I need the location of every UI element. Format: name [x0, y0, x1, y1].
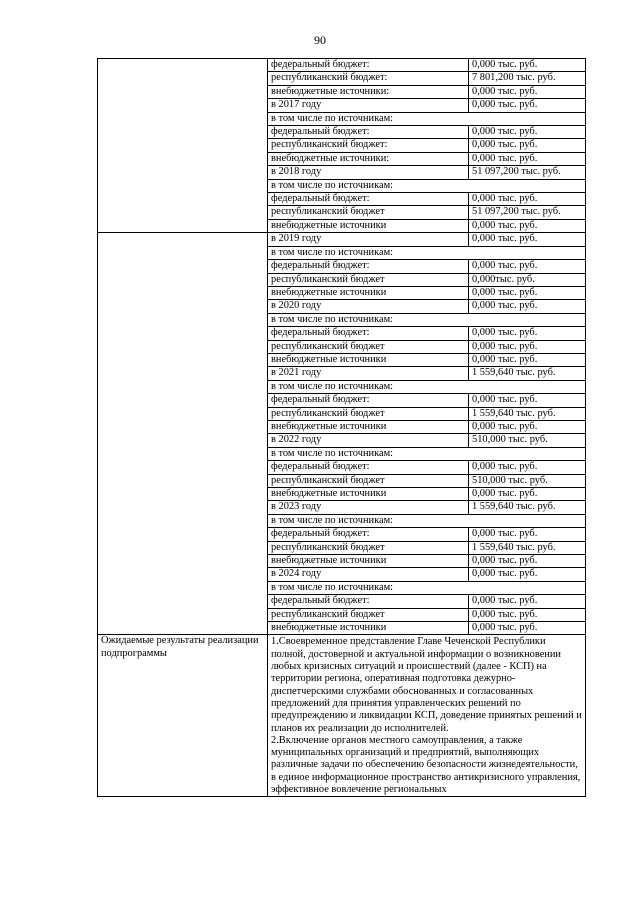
- funding-amount: 0,000 тыс. руб.: [469, 260, 586, 273]
- source-heading-cell: в том числе по источникам:: [268, 447, 586, 460]
- funding-amount: 0,000 тыс. руб.: [469, 488, 586, 501]
- source-heading-cell: в том числе по источникам:: [268, 514, 586, 527]
- funding-amount: 0,000 тыс. руб.: [469, 568, 586, 581]
- funding-source-label: в 2023 году: [268, 501, 469, 514]
- results-label: Ожидаемые результаты реализации подпрограммы: [98, 635, 268, 797]
- financing-table-body: [98, 59, 586, 797]
- funding-source-label: республиканский бюджет: [268, 206, 469, 219]
- funding-amount: 1 559,640 тыс. руб.: [469, 501, 586, 514]
- funding-amount: 0,000 тыс. руб.: [469, 528, 586, 541]
- funding-source-label: внебюджетные источники: [268, 555, 469, 568]
- funding-amount: 0,000 тыс. руб.: [469, 595, 586, 608]
- financing-table: [97, 58, 586, 797]
- funding-amount: 0,000 тыс. руб.: [469, 85, 586, 98]
- funding-source-label: в 2021 году: [268, 367, 469, 380]
- funding-source-label: республиканский бюджет: [268, 407, 469, 420]
- funding-amount: 0,000 тыс. руб.: [469, 420, 586, 433]
- funding-amount: 0,000 тыс. руб.: [469, 286, 586, 299]
- funding-source-label: внебюджетные источники: [268, 353, 469, 366]
- funding-source-label: внебюджетные источники: [268, 219, 469, 232]
- funding-amount: 51 097,200 тыс. руб.: [469, 206, 586, 219]
- funding-amount: 7 801,200 тыс. руб.: [469, 72, 586, 85]
- section-label-cell: [98, 59, 268, 233]
- source-heading-cell: в том числе по источникам:: [268, 246, 586, 259]
- funding-source-label: внебюджетные источники:: [268, 152, 469, 165]
- funding-source-label: в 2017 году: [268, 99, 469, 112]
- funding-source-label: федеральный бюджет:: [268, 595, 469, 608]
- funding-amount: 0,000 тыс. руб.: [469, 219, 586, 232]
- source-heading-cell: в том числе по источникам:: [268, 380, 586, 393]
- funding-amount: 0,000 тыс. руб.: [469, 461, 586, 474]
- funding-amount: 0,000 тыс. руб.: [469, 99, 586, 112]
- funding-source-label: внебюджетные источники: [268, 488, 469, 501]
- funding-amount: 1 559,640 тыс. руб.: [469, 407, 586, 420]
- source-heading-cell: в том числе по источникам:: [268, 581, 586, 594]
- funding-amount: 510,000 тыс. руб.: [469, 434, 586, 447]
- funding-amount: 0,000 тыс. руб.: [469, 300, 586, 313]
- funding-amount: 0,000 тыс. руб.: [469, 139, 586, 152]
- funding-amount: 0,000 тыс. руб.: [469, 59, 586, 72]
- funding-source-label: в 2019 году: [268, 233, 469, 246]
- funding-amount: 1 559,640 тыс. руб.: [469, 541, 586, 554]
- source-heading-cell: в том числе по источникам:: [268, 313, 586, 326]
- funding-source-label: федеральный бюджет:: [268, 528, 469, 541]
- funding-amount: 0,000 тыс. руб.: [469, 126, 586, 139]
- source-heading-cell: в том числе по источникам:: [268, 179, 586, 192]
- source-heading-cell: в том числе по источникам:: [268, 112, 586, 125]
- funding-source-label: федеральный бюджет:: [268, 327, 469, 340]
- funding-source-label: республиканский бюджет: [268, 474, 469, 487]
- table-row: [98, 233, 586, 246]
- funding-amount: 1 559,640 тыс. руб.: [469, 367, 586, 380]
- funding-source-label: внебюджетные источники: [268, 420, 469, 433]
- funding-source-label: федеральный бюджет:: [268, 193, 469, 206]
- funding-amount: 0,000 тыс. руб.: [469, 152, 586, 165]
- results-text: [268, 635, 586, 797]
- funding-amount: 0,000 тыс. руб.: [469, 555, 586, 568]
- results-paragraph: 2.Включение органов местного самоуправления, а также муниципальных организаций и предприятий, выполняющих различные задачи по обеспечению безопасности жизнедеятельности, в единое информационное пространство антикризисного управления, эффективное вовлечение региональных: [271, 734, 581, 796]
- funding-amount: 0,000 тыс. руб.: [469, 233, 586, 246]
- page-number: 90: [314, 33, 326, 47]
- funding-source-label: в 2020 году: [268, 300, 469, 313]
- funding-source-label: в 2024 году: [268, 568, 469, 581]
- funding-source-label: республиканский бюджет: [268, 608, 469, 621]
- funding-source-label: федеральный бюджет:: [268, 59, 469, 72]
- funding-source-label: федеральный бюджет:: [268, 394, 469, 407]
- funding-amount: 0,000 тыс. руб.: [469, 353, 586, 366]
- funding-source-label: республиканский бюджет: [268, 541, 469, 554]
- funding-amount: 0,000 тыс. руб.: [469, 394, 586, 407]
- funding-source-label: федеральный бюджет:: [268, 260, 469, 273]
- results-row: [98, 635, 586, 797]
- funding-source-label: республиканский бюджет:: [268, 72, 469, 85]
- funding-source-label: внебюджетные источники: [268, 286, 469, 299]
- funding-amount: 0,000 тыс. руб.: [469, 193, 586, 206]
- funding-amount: 51 097,200 тыс. руб.: [469, 166, 586, 179]
- funding-source-label: в 2022 году: [268, 434, 469, 447]
- funding-amount: 0,000тыс. руб.: [469, 273, 586, 286]
- funding-amount: 0,000 тыс. руб.: [469, 327, 586, 340]
- funding-source-label: республиканский бюджет: [268, 273, 469, 286]
- funding-amount: 0,000 тыс. руб.: [469, 340, 586, 353]
- funding-source-label: республиканский бюджет: [268, 340, 469, 353]
- results-paragraph: 1.Своевременное представление Главе Чеченской Республики полной, достоверной и актуальной информации о возникновении любых кризисных ситуаций и происшествий (далее - КСП) на территории региона, оперативная подготовка дежурно-диспетчерскими службами обоснованных и согласованных предложений для принятия управленческих решений по предупреждению и ликвидации КСП, доведение принятых решений и планов их реализации до исполнителей.: [271, 636, 582, 734]
- funding-amount: 0,000 тыс. руб.: [469, 608, 586, 621]
- funding-source-label: внебюджетные источники: [268, 622, 469, 635]
- table-row: [98, 59, 586, 72]
- section-label-cell: [98, 233, 268, 635]
- funding-source-label: республиканский бюджет:: [268, 139, 469, 152]
- funding-amount: 510,000 тыс. руб.: [469, 474, 586, 487]
- funding-amount: 0,000 тыс. руб.: [469, 622, 586, 635]
- funding-source-label: федеральный бюджет:: [268, 461, 469, 474]
- funding-source-label: внебюджетные источники:: [268, 85, 469, 98]
- funding-source-label: в 2018 году: [268, 166, 469, 179]
- funding-source-label: федеральный бюджет:: [268, 126, 469, 139]
